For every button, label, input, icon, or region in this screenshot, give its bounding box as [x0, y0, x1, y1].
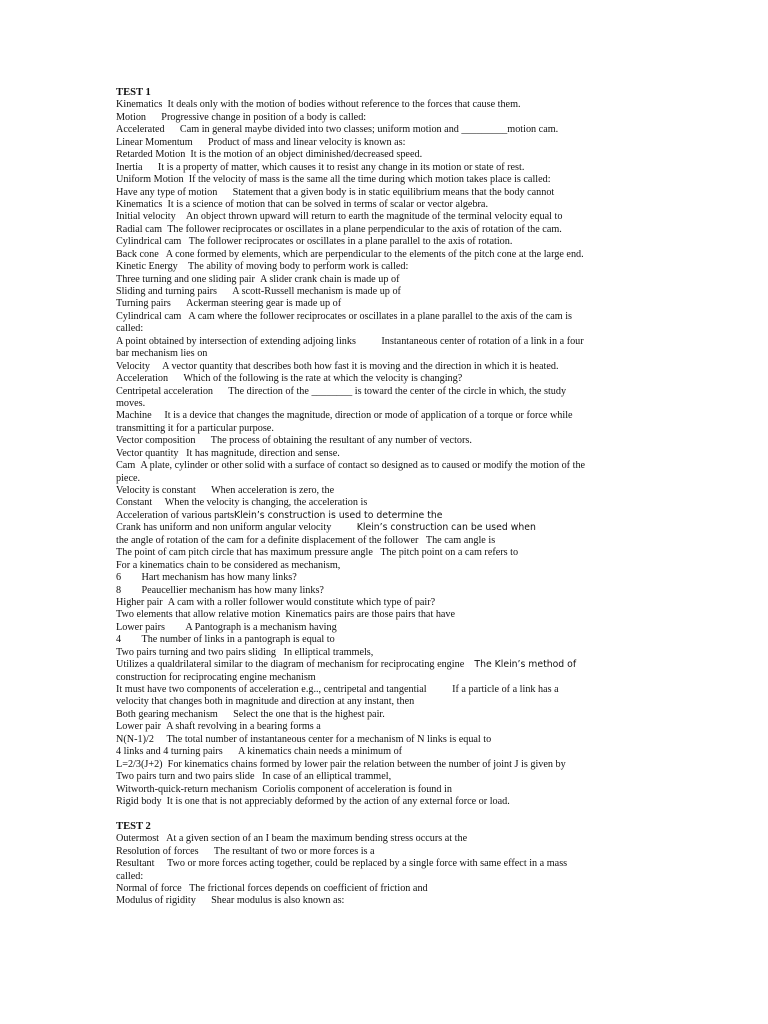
text-line: Cylindrical cam A cam where the follower reciprocates or oscillates in a plane parallel to the axis of the cam is — [116, 310, 573, 322]
text-line: called: — [116, 870, 144, 882]
text-line: Two pairs turning and two pairs sliding In elliptical trammels, — [116, 646, 374, 658]
text-line-label: Crank has uniform and non uniform angular velocity — [116, 522, 357, 534]
text-line-label: Utilizes a qualdrilateral similar to the diagram of mechanism for reciprocating engine — [116, 659, 475, 671]
test1-lines-final — [116, 672, 652, 809]
text-line: Lower pairs A Pantograph is a mechanism having — [116, 621, 337, 633]
text-line: moves. — [116, 397, 146, 409]
text-line: It must have two components of acceleration e.g.., centripetal and tangential If a particle of a link has a — [116, 684, 559, 695]
text-line-alt-font: Klein’s construction can be used when — [356, 522, 536, 534]
text-line: Turning pairs Ackerman steering gear is made up of — [116, 298, 342, 310]
text-line: velocity that changes both in magnitude and direction at any instant, then — [116, 696, 415, 708]
text-line: Back cone A cone formed by elements, which are perpendicular to the elements of the pitch cone at the large end. — [116, 248, 584, 260]
text-line: 6 Hart mechanism has how many links? — [116, 572, 297, 584]
text-line: Constant When the velocity is changing, the acceleration is — [116, 497, 368, 509]
text-line: Centripetal acceleration The direction of the ________ is toward the center of the circle in which, the study — [116, 385, 567, 397]
text-line: A point obtained by intersection of extending adjoing links Instantaneous center of rotation of a link in a four — [116, 335, 584, 347]
text-line: The point of cam pitch circle that has maximum pressure angle The pitch point on a cam refers to — [116, 547, 519, 559]
text-line: Two elements that allow relative motion Kinematics pairs are those pairs that have — [116, 609, 456, 621]
text-line: bar mechanism lies on — [116, 348, 208, 360]
text-line: Kinetic Energy The ability of moving body to perform work is called: — [116, 261, 409, 273]
text-line: Cylindrical cam The follower reciprocates or oscillates in a plane parallel to the axis of rotation. — [116, 236, 513, 248]
section-gap — [116, 808, 652, 820]
text-line: piece. — [116, 472, 141, 484]
test2-heading: TEST 2 — [116, 820, 151, 832]
text-line: Machine It is a device that changes the magnitude, direction or mode of application of a torque or force while — [116, 410, 573, 422]
text-line-alt-font: Klein’s construction is used to determine the — [233, 509, 443, 521]
text-line — [116, 510, 652, 522]
text-line: Sliding and turning pairs A scott-Russell mechanism is made up of — [116, 286, 401, 297]
text-line: Motion Progressive change in position of a body is called: — [116, 111, 367, 123]
text-line: Velocity A vector quantity that describes both how fast it is moving and the direction in which it is heated. — [116, 360, 559, 372]
text-line: Two pairs turn and two pairs slide In case of an elliptical trammel, — [116, 771, 392, 783]
text-line: Cam A plate, cylinder or other solid with a surface of contact so designed as to caused or modify the motion of the — [116, 460, 586, 472]
text-line: called: — [116, 323, 144, 335]
text-line: Kinematics It is a science of motion that can be solved in terms of scalar or vector algebra. — [116, 198, 488, 210]
text-line: Lower pair A shaft revolving in a bearing forms a — [116, 721, 321, 733]
text-line: Radial cam The follower reciprocates or oscillates in a plane perpendicular to the axis of rotation of the cam. — [116, 223, 562, 235]
text-line: 4 The number of links in a pantograph is equal to — [116, 634, 335, 646]
text-line: the angle of rotation of the cam for a definite displacement of the follower The cam angle is — [116, 534, 496, 546]
text-line-label: Acceleration of various parts — [116, 509, 234, 521]
text-line: Have any type of motion Statement that a given body is in static equilibrium means that the body cannot — [116, 186, 555, 198]
text-line: 8 Peaucellier mechanism has how many links? — [116, 584, 324, 596]
text-line: Inertia It is a property of matter, which causes it to resist any change in its motion or state of rest. — [116, 161, 525, 173]
test1-lines — [116, 99, 652, 509]
test2-lines — [116, 833, 652, 908]
text-line: construction for reciprocating engine mechanism — [116, 671, 316, 683]
text-line: Rigid body It is one that is not appreciably deformed by the action of any external force or load. — [116, 795, 510, 807]
text-line: For a kinematics chain to be considered as mechanism, — [116, 559, 341, 571]
text-line: Three turning and one sliding pair A slider crank chain is made up of — [116, 273, 400, 285]
text-line: L=2/3(J+2) For kinematics chains formed by lower pair the relation between the number of joint J is given by — [116, 758, 566, 770]
test1-heading: TEST 1 — [116, 87, 151, 98]
text-line: Both gearing mechanism Select the one that is the highest pair. — [116, 708, 385, 720]
text-line: Retarded Motion It is the motion of an object diminished/decreased speed. — [116, 149, 423, 161]
text-line: Kinematics It deals only with the motion of bodies without reference to the forces that cause them. — [116, 99, 521, 111]
text-line: N(N-1)/2 The total number of instantaneous center for a mechanism of N links is equal to — [116, 733, 492, 745]
text-line: Modulus of rigidity Shear modulus is also known as: — [116, 895, 345, 907]
text-line: Outermost At a given section of an I beam the maximum bending stress occurs at the — [116, 833, 468, 845]
text-line: transmitting it for a particular purpose. — [116, 422, 274, 434]
text-line: Velocity is constant When acceleration is zero, the — [116, 485, 335, 496]
text-line — [116, 522, 652, 534]
text-line: Higher pair A cam with a roller follower would constitute which type of pair? — [116, 596, 436, 608]
text-line: Initial velocity An object thrown upward will return to earth the magnitude of the terminal velocity equal to — [116, 211, 563, 223]
text-line: Resultant Two or more forces acting together, could be replaced by a single force with same effect in a mass — [116, 858, 568, 870]
text-line: Accelerated Cam in general maybe divided into two classes; uniform motion and _________motion cam. — [116, 124, 559, 136]
text-line — [116, 659, 652, 671]
text-line: Witworth-quick-return mechanism Coriolis component of acceleration is found in — [116, 783, 452, 795]
text-line: Vector composition The process of obtaining the resultant of any number of vectors. — [116, 435, 472, 447]
text-line-alt-font: The Klein’s method of — [474, 659, 577, 671]
text-line: Resolution of forces The resultant of two or more forces is a — [116, 845, 375, 857]
document-body — [116, 87, 652, 908]
text-line: 4 links and 4 turning pairs A kinematics chain needs a minimum of — [116, 746, 403, 758]
text-line: Vector quantity It has magnitude, direction and sense. — [116, 447, 340, 459]
text-line: Acceleration Which of the following is the rate at which the velocity is changing? — [116, 373, 463, 385]
text-line: Normal of force The frictional forces depends on coefficient of friction and — [116, 883, 428, 894]
text-line: Linear Momentum Product of mass and linear velocity is known as: — [116, 136, 406, 148]
test1-lines-continued — [116, 535, 652, 659]
text-line: Uniform Motion If the velocity of mass is the same all the time during which motion takes place is called: — [116, 174, 551, 186]
